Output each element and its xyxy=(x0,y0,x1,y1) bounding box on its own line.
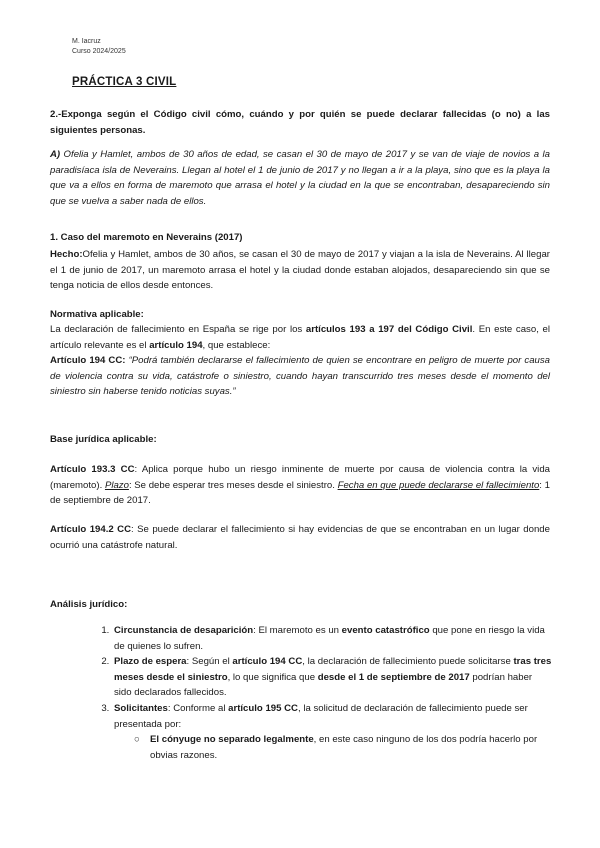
article-label: Artículo 194.2 CC xyxy=(50,524,132,535)
item-emphasis: tras tres meses desde el siniestro xyxy=(114,656,552,683)
item-text: , la declaración de fallecimiento puede solicitarse xyxy=(302,656,514,668)
item-text: que pone en riesgo la vida de quienes lo sufren. xyxy=(114,625,545,652)
base-article-2 xyxy=(50,522,550,553)
normativa-heading: Normativa aplicable: xyxy=(50,309,144,320)
section-heading: 1. Caso del maremoto en Neverains (2017) xyxy=(50,232,243,243)
list-item xyxy=(112,701,552,763)
normativa-ref: artículos 193 a 197 del Código Civil xyxy=(305,324,473,335)
item-label: El cónyuge no separado legalmente xyxy=(150,734,314,746)
normativa-ref: artículo 194 xyxy=(149,339,203,351)
item-text: , la solicitud de declaración de fallecimiento puede ser presentada por: xyxy=(114,702,528,730)
item-text: podrían haber sido declarados fallecidos. xyxy=(114,671,533,699)
course-line: Curso 2024/2025 xyxy=(72,48,126,55)
fecha-text: : 1 de septiembre de 2017. xyxy=(50,479,550,507)
fecha-label: Fecha en que puede declararse el fallecimiento xyxy=(337,479,540,491)
item-text: , en este caso ninguno de los dos podría hacerlo por obvias razones. xyxy=(150,734,538,761)
plazo-text: : Se debe esperar tres meses desde el siniestro. xyxy=(128,479,338,491)
normativa-text: , que establece: xyxy=(202,339,271,351)
article-text: : Se puede declarar el fallecimiento si hay evidencias de que se encontraban en un lugar donde ocurrió una catástrofe natural. xyxy=(50,524,550,551)
plazo-label: Plazo xyxy=(104,479,129,491)
analisis-heading: Análisis jurídico: xyxy=(50,599,128,610)
base-heading: Base jurídica aplicable: xyxy=(50,434,157,445)
item-emphasis: evento catastrófico xyxy=(341,625,430,636)
sub-list xyxy=(114,732,552,763)
item-text: , lo que significa que xyxy=(227,671,318,683)
page-title: PRÁCTICA 3 CIVIL xyxy=(72,76,177,88)
item-emphasis: desde el 1 de septiembre de 2017 xyxy=(317,671,470,683)
author-line: M. Iacruz xyxy=(72,38,101,45)
item-emphasis: artículo 194 CC xyxy=(232,656,303,668)
hecho-text: Ofelia y Hamlet, ambos de 30 años, se casan el 30 de mayo de 2017 y viajan a la isla de Neverains. Al llegar el 1 de junio de 2017, un maremoto arrasa el hotel y la ciudad donde estaban alojados, desapareciendo sin que se tenga noticia de ellos desde entonces. xyxy=(50,249,550,292)
base-article-1 xyxy=(50,462,550,509)
list-item xyxy=(112,654,552,701)
question-paragraph: 2.-Exponga según el Código civil cómo, cuándo y por quién se puede declarar fallecidas (o no) a las siguientes personas. xyxy=(50,109,550,136)
item-text: : Conforme al xyxy=(167,702,229,714)
case-a-text: Ofelia y Hamlet, ambos de 30 años de edad, se casan el 30 de mayo de 2017 y se van de viaje de novios a la paradisíaca isla de Neverains. Llegan al hotel el 1 de junio de 2017 y no llegan a ir a la playa, sino que es la playa la que va a ellos en forma de maremoto que arrasa el hotel y la ciudad en la que se encontraban, desapareciendo sin que se vuelva a saber nada de ellos. xyxy=(50,149,550,207)
item-label: Circunstancia de desaparición xyxy=(114,625,254,636)
item-text: : El maremoto es un xyxy=(253,625,342,636)
item-emphasis: artículo 195 CC xyxy=(228,702,298,714)
normativa-text: La declaración de fallecimiento en España se rige por los xyxy=(50,324,306,335)
analysis-list xyxy=(86,623,552,763)
list-item xyxy=(112,623,552,654)
case-a-paragraph xyxy=(50,147,550,209)
circle-bullet-icon: ○ xyxy=(134,734,140,746)
article-label: Artículo 193.3 CC xyxy=(50,464,135,475)
item-label: Plazo de espera xyxy=(114,656,187,668)
normativa-text: . En este caso, el artículo relevante es el xyxy=(50,324,550,351)
item-text: : Según el xyxy=(186,656,233,668)
normativa-paragraph xyxy=(50,322,550,400)
article-text: : Aplica porque hubo un riesgo inminente de muerte por causa de violencia contra la vida (maremoto). xyxy=(50,464,550,491)
hecho-label: Hecho: xyxy=(50,249,83,260)
article-label: Artículo 194 CC: xyxy=(50,355,126,367)
item-label: Solicitantes xyxy=(114,702,168,714)
article-quote: “Podrá también declararse el fallecimiento de quien se encontrare en peligro de muerte por causa de violencia contra su vida, catástrofe o siniestro, cuando hayan transcurrido tres meses desde el momento del siniestro sin haberse tenido noticias suyas.” xyxy=(50,355,550,398)
sub-list-item xyxy=(134,732,552,763)
hecho-paragraph xyxy=(50,247,550,294)
case-a-label: A) xyxy=(50,149,61,160)
